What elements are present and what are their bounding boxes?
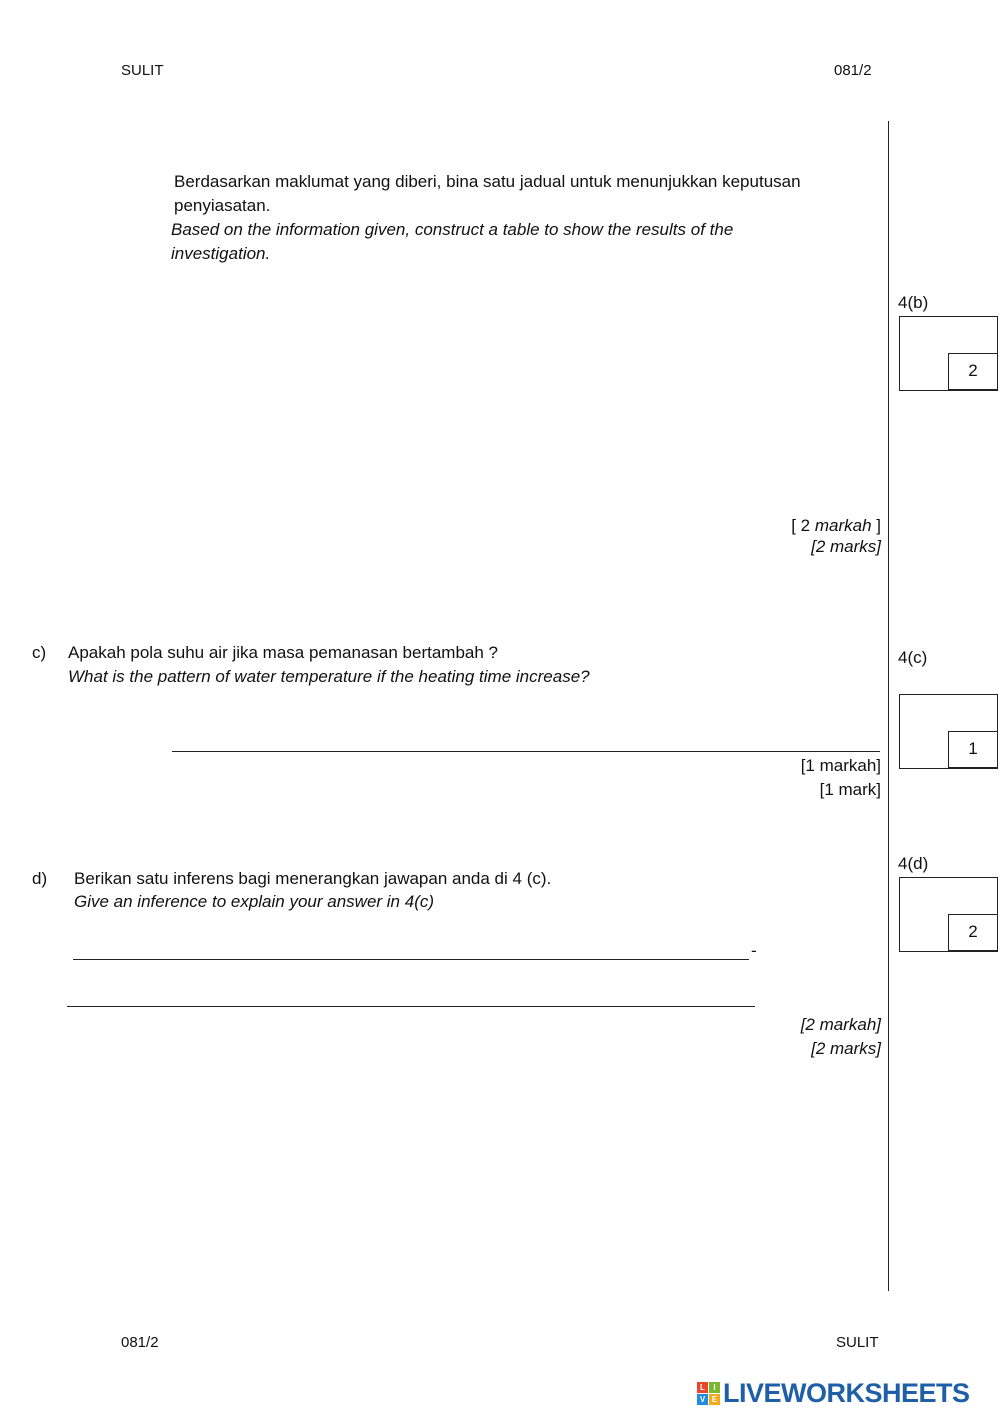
logo-cell-i: I: [709, 1382, 720, 1393]
question-d-malay: Berikan satu inferens bagi menerangkan jawapan anda di 4 (c).: [74, 869, 552, 888]
score-box-4c: [899, 694, 998, 769]
question-b-malay-line1: Berdasarkan maklumat yang diberi, bina satu jadual untuk menunjukkan keputusan: [174, 172, 801, 191]
footer-right: SULIT: [836, 1334, 879, 1351]
question-d-line-dash: -: [751, 941, 757, 960]
question-b-marks-malay: [ 2 markah ]: [791, 516, 881, 535]
question-c-marks-malay: [1 markah]: [800, 756, 881, 775]
score-4d: 2: [948, 914, 998, 951]
logo-cell-v: V: [697, 1394, 708, 1405]
question-d-marks-english: [2 marks]: [811, 1039, 881, 1058]
question-b-marks-english: [2 marks]: [811, 537, 881, 556]
header-left: SULIT: [121, 62, 164, 79]
logo-cell-l: L: [697, 1382, 708, 1393]
liveworksheets-logo: [697, 1378, 970, 1409]
margin-label-4d: 4(d): [898, 854, 929, 873]
question-d-letter: d): [32, 869, 48, 888]
footer-left: 081/2: [121, 1334, 159, 1351]
question-d-english: Give an inference to explain your answer in 4(c): [74, 892, 435, 911]
margin-label-4b: 4(b): [898, 293, 929, 312]
logo-text: LIVEWORKSHEETS: [723, 1378, 970, 1408]
margin-divider: [888, 121, 889, 1291]
question-c-letter: c): [32, 643, 47, 662]
question-b-malay-line2: penyiasatan.: [174, 196, 271, 215]
question-b-english-line1: Based on the information given, construct a table to show the results of the: [171, 220, 734, 239]
question-c-malay: Apakah pola suhu air jika masa pemanasan bertambah ?: [68, 643, 498, 662]
question-d-answer-line-2[interactable]: [67, 1006, 755, 1007]
question-c-marks-english: [1 mark]: [819, 780, 881, 799]
score-box-4b: [899, 316, 998, 391]
score-box-4d: [899, 877, 998, 952]
question-b-english-line2: investigation.: [171, 244, 271, 263]
question-c-english: What is the pattern of water temperature if the heating time increase?: [68, 667, 590, 686]
logo-grid-icon: [697, 1382, 720, 1405]
score-4b: 2: [948, 353, 998, 390]
score-4c: 1: [948, 731, 998, 768]
header-right: 081/2: [834, 62, 872, 79]
question-d-answer-line-1[interactable]: [73, 959, 749, 960]
question-d-marks-malay: [2 markah]: [800, 1015, 881, 1034]
question-c-answer-line[interactable]: [172, 751, 880, 752]
margin-label-4c: 4(c): [898, 648, 928, 667]
logo-cell-e: E: [709, 1394, 720, 1405]
